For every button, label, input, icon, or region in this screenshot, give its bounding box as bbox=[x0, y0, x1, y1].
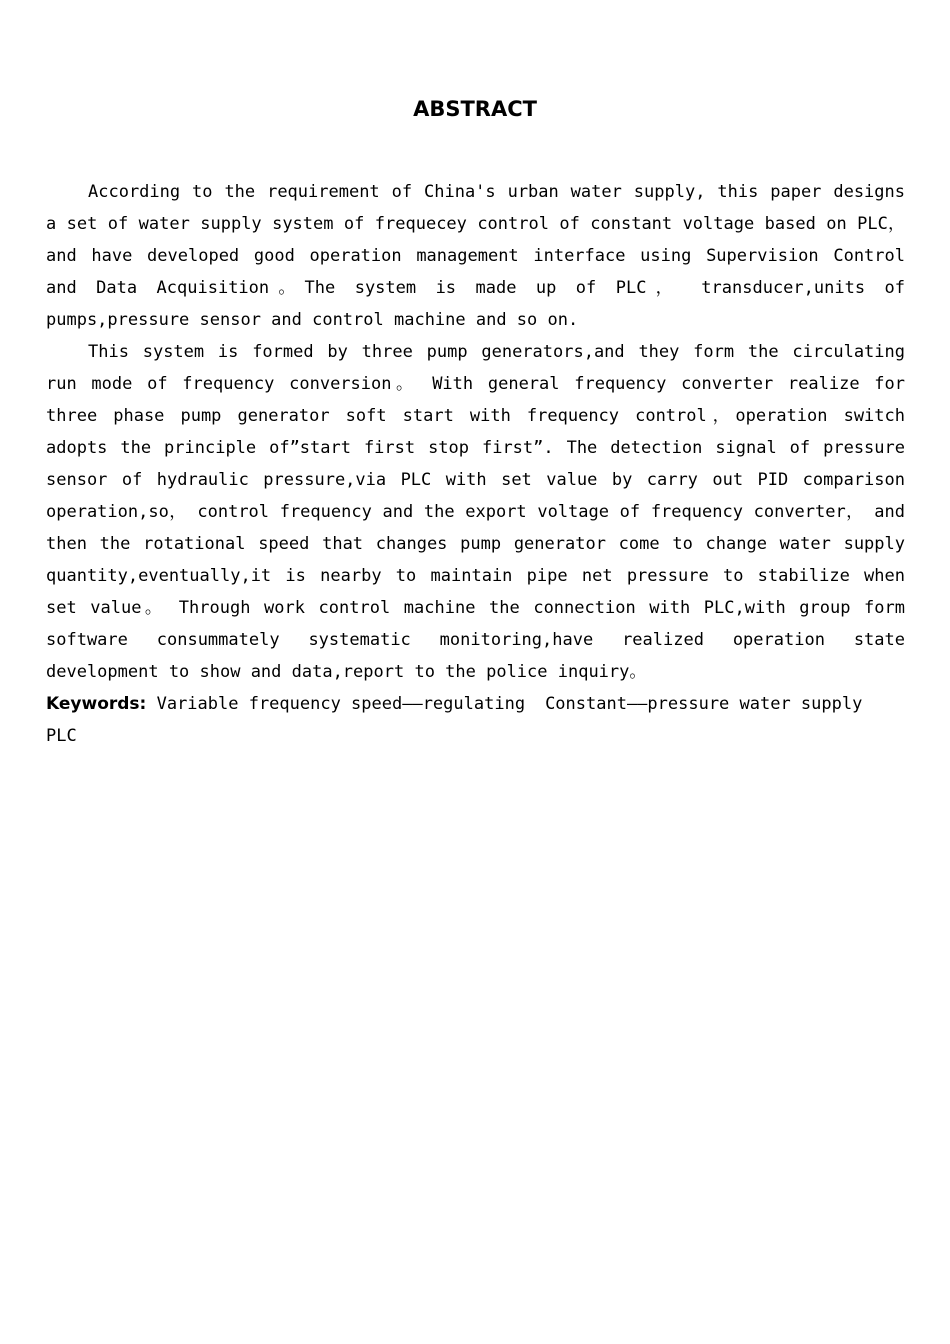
keywords-line bbox=[46, 688, 905, 752]
keyword-3: PLC bbox=[46, 726, 77, 746]
keyword-2: Constant——pressure water supply bbox=[545, 694, 863, 714]
abstract-title: ABSTRACT bbox=[413, 97, 537, 121]
abstract-paragraph-1: According to the requirement of China's urban water supply, this paper designs a set of water supply system of frequecey control of constant voltage based on PLC， and have developed good operation management interface using Supervision Control and Data Acquisition。The system is made up of PLC， transducer,units of pumps,pressure sensor and control machine and so on. bbox=[46, 182, 905, 330]
abstract-body bbox=[46, 176, 905, 752]
keyword-1: Variable frequency speed——regulating bbox=[156, 694, 526, 714]
keywords-label: Keywords: bbox=[46, 694, 147, 714]
abstract-paragraph-2: This system is formed by three pump generators,and they form the circulating run mode of frequency conversion。 With general frequency converter realize for three phase pump generator soft start with frequency control，operation switch adopts the principle of”start first stop first”. The detection signal of pressure sensor of hydraulic pressure,via PLC with set value by carry out PID comparison operation,so， control frequency and the export voltage of frequency converter， and then the rotational speed that changes pump generator come to change water supply quantity,eventually,it is nearby to maintain pipe net pressure to stabilize when set value。 Through work control machine the connection with PLC,with group form software consummately systematic monitoring,have realized operation state development to show and data,report to the police inquiry。 bbox=[46, 342, 905, 682]
